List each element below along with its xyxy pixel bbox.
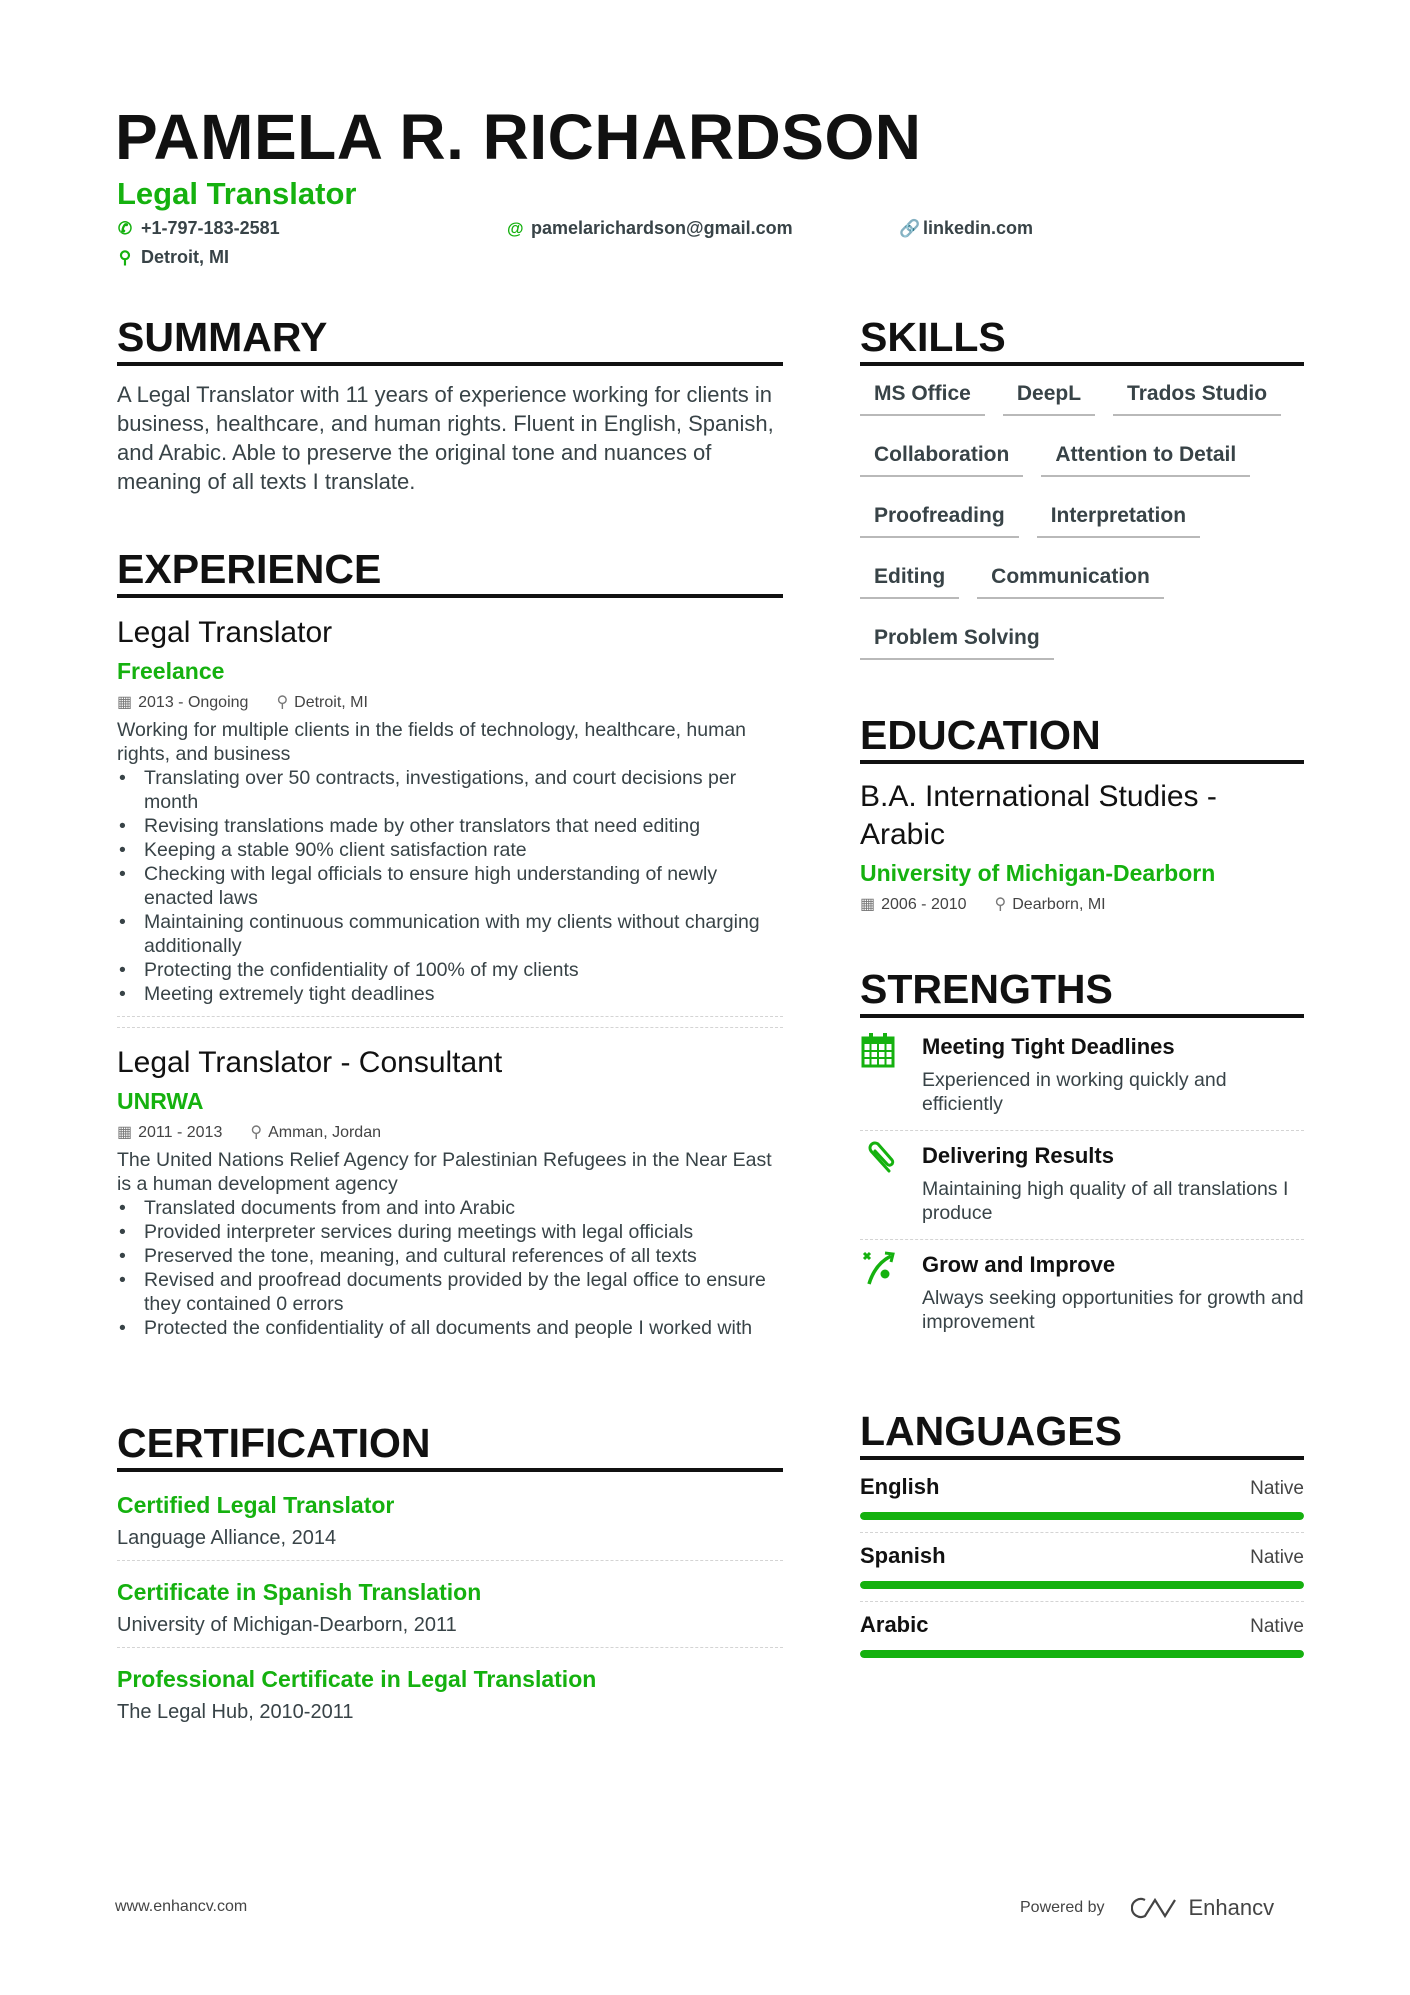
phone <box>117 218 280 239</box>
location-pin-icon: ⚲ <box>994 896 1007 913</box>
summary-text: A Legal Translator with 11 years of experience working for clients in business, healthcare, and human rights. Fluent in English, Spanish, and Arabic. Able to preserve the original tone and nuances of meaning of all texts I translate. <box>117 382 774 494</box>
strength-text <box>922 1141 1304 1225</box>
strength-title: Delivering Results <box>922 1143 1114 1168</box>
degree: B.A. International Studies - Arabic <box>860 780 1217 851</box>
candidate-name: PAMELA R. RICHARDSON <box>115 101 922 173</box>
job-title: Legal Translator - Consultant <box>117 1046 503 1079</box>
phone-text: +1-797-183-2581 <box>141 218 280 238</box>
cert-title: Certified Legal Translator <box>117 1492 395 1518</box>
cert-entry <box>117 1486 783 1560</box>
language-item <box>860 1533 1304 1602</box>
language-item <box>860 1464 1304 1533</box>
language-item <box>860 1602 1304 1670</box>
section-heading: SKILLS <box>860 314 1304 366</box>
bullet-item: • Translating over 50 contracts, investigations, and court decisions per month <box>117 766 783 814</box>
at-icon: @ <box>507 218 524 238</box>
email[interactable] <box>507 218 793 239</box>
strength-description: Always seeking opportunities for growth and improvement <box>922 1287 1304 1333</box>
language-name: Arabic <box>860 1612 929 1637</box>
footer-website[interactable]: www.enhancv.com <box>115 1898 248 1915</box>
bullet-item: • Revising translations made by other translators that need editing <box>117 814 783 838</box>
certification-section <box>117 1420 783 1734</box>
location-text: Dearborn, MI <box>1012 896 1106 913</box>
location <box>995 894 1106 914</box>
bullet-list <box>117 1196 783 1340</box>
proficiency-fill <box>860 1581 1304 1589</box>
cert-entry <box>117 1560 783 1647</box>
strength-description: Maintaining high quality of all translations I produce <box>922 1178 1289 1224</box>
location-pin-icon: ⚲ <box>118 247 132 267</box>
enhancv-logo-icon <box>1131 1896 1177 1920</box>
section-heading: STRENGTHS <box>860 966 1304 1018</box>
divider <box>117 1016 783 1017</box>
divider <box>117 1027 783 1028</box>
job-title: Legal Translator <box>117 616 333 649</box>
dates-text: 2011 - 2013 <box>138 1124 223 1141</box>
location-pin-icon: ⚲ <box>250 1124 263 1141</box>
proficiency-fill <box>860 1650 1304 1658</box>
experience-section <box>117 546 783 1340</box>
dates <box>860 894 967 914</box>
calendar-icon: ▦ <box>117 1124 133 1141</box>
language-name: English <box>860 1474 940 1499</box>
candidate-title: Legal Translator <box>117 176 357 211</box>
bullet-item: • Translated documents from and into Arabic <box>117 1196 783 1220</box>
language-level: Native <box>1250 1616 1304 1637</box>
linkedin[interactable] <box>899 218 1033 239</box>
bullet-item: • Preserved the tone, meaning, and cultural references of all texts <box>117 1244 783 1268</box>
skill-tag: Interpretation <box>1037 496 1200 538</box>
language-name: Spanish <box>860 1543 946 1568</box>
section-heading: SUMMARY <box>117 314 783 366</box>
proficiency-bar <box>860 1650 1304 1658</box>
proficiency-bar <box>860 1512 1304 1520</box>
location <box>117 247 229 268</box>
section-heading: EXPERIENCE <box>117 546 783 598</box>
bullet-item: • Protected the confidentiality of all documents and people I worked with <box>117 1316 783 1340</box>
language-row <box>860 1612 1304 1638</box>
skills-section <box>860 314 1304 679</box>
strengths-section <box>860 966 1304 1348</box>
strength-title: Meeting Tight Deadlines <box>922 1034 1175 1059</box>
powered-by: Powered by <box>1020 1899 1105 1916</box>
strength-text <box>922 1250 1304 1334</box>
cert-subtitle: Language Alliance, 2014 <box>117 1527 337 1549</box>
strength-item <box>860 1022 1304 1131</box>
strength-text <box>922 1032 1304 1116</box>
section-heading: EDUCATION <box>860 712 1304 764</box>
section-heading: LANGUAGES <box>860 1408 1304 1460</box>
calendar-icon: ▦ <box>860 896 876 913</box>
location <box>250 1122 381 1142</box>
language-row <box>860 1474 1304 1500</box>
strength-item <box>860 1131 1304 1240</box>
strategy-icon <box>860 1250 896 1334</box>
paperclip-icon <box>860 1141 896 1225</box>
job-entry <box>117 1027 783 1340</box>
location-text: Amman, Jordan <box>268 1124 381 1141</box>
skill-tag: Collaboration <box>860 435 1023 477</box>
skill-tag: Problem Solving <box>860 618 1054 660</box>
bullet-item: • Maintaining continuous communication with my clients without charging additionally <box>117 910 783 958</box>
cert-entry <box>117 1647 783 1734</box>
skill-tag: Editing <box>860 557 959 599</box>
company: Freelance <box>117 658 225 684</box>
education-section <box>860 712 1304 920</box>
language-level: Native <box>1250 1478 1304 1499</box>
calendar-icon: ▦ <box>117 694 133 711</box>
location <box>276 692 368 712</box>
job-description: Working for multiple clients in the fields of technology, healthcare, human rights, and business <box>117 719 747 765</box>
strength-item <box>860 1240 1304 1348</box>
section-heading: CERTIFICATION <box>117 1420 783 1472</box>
dates-text: 2013 - Ongoing <box>138 694 249 711</box>
cert-subtitle: University of Michigan-Dearborn, 2011 <box>117 1614 457 1636</box>
dates <box>117 692 248 712</box>
language-row <box>860 1543 1304 1569</box>
summary-section <box>117 314 783 496</box>
language-level: Native <box>1250 1547 1304 1568</box>
calendar-icon <box>860 1032 896 1116</box>
skill-tag: Trados Studio <box>1113 374 1281 416</box>
skill-tag: MS Office <box>860 374 985 416</box>
email-text[interactable]: pamelarichardson@gmail.com <box>531 218 793 238</box>
proficiency-bar <box>860 1581 1304 1589</box>
footer-brand <box>1020 1895 1274 1921</box>
bullet-item: • Meeting extremely tight deadlines <box>117 982 783 1006</box>
skill-tag: DeepL <box>1003 374 1095 416</box>
location-text: Detroit, MI <box>141 247 229 267</box>
skill-tag: Communication <box>977 557 1164 599</box>
bullet-item: • Provided interpreter services during meetings with legal officials <box>117 1220 783 1244</box>
languages-section <box>860 1408 1304 1670</box>
bullet-list <box>117 766 783 1006</box>
strength-description: Experienced in working quickly and efficiently <box>922 1069 1227 1115</box>
strength-title: Grow and Improve <box>922 1252 1116 1277</box>
location-pin-icon: ⚲ <box>276 694 289 711</box>
job-meta <box>117 692 783 712</box>
dates <box>117 1122 222 1142</box>
cert-title: Certificate in Spanish Translation <box>117 1579 482 1605</box>
proficiency-fill <box>860 1512 1304 1520</box>
bullet-item: • Checking with legal officials to ensure high understanding of newly enacted laws <box>117 862 783 910</box>
link-text[interactable]: linkedin.com <box>923 218 1034 238</box>
company: UNRWA <box>117 1088 204 1114</box>
location-text: Detroit, MI <box>294 694 368 711</box>
skill-tag: Attention to Detail <box>1041 435 1250 477</box>
job-meta <box>117 1122 783 1142</box>
cert-title: Professional Certificate in Legal Translation <box>117 1666 597 1692</box>
job-entry <box>117 614 783 1017</box>
bullet-item: • Revised and proofread documents provided by the legal office to ensure they contained 0 errors <box>117 1268 783 1316</box>
cert-subtitle: The Legal Hub, 2010-2011 <box>117 1701 354 1723</box>
skill-tag: Proofreading <box>860 496 1019 538</box>
link-icon: 🔗 <box>899 218 921 238</box>
school: University of Michigan-Dearborn <box>860 860 1216 886</box>
job-description: The United Nations Relief Agency for Palestinian Refugees in the Near East is a human development agency <box>117 1149 772 1195</box>
phone-icon: ✆ <box>117 218 133 238</box>
bullet-item: • Keeping a stable 90% client satisfaction rate <box>117 838 783 862</box>
dates-text: 2006 - 2010 <box>881 896 967 913</box>
bullet-item: • Protecting the confidentiality of 100% of my clients <box>117 958 783 982</box>
brand-name: Enhancv <box>1188 1895 1275 1920</box>
